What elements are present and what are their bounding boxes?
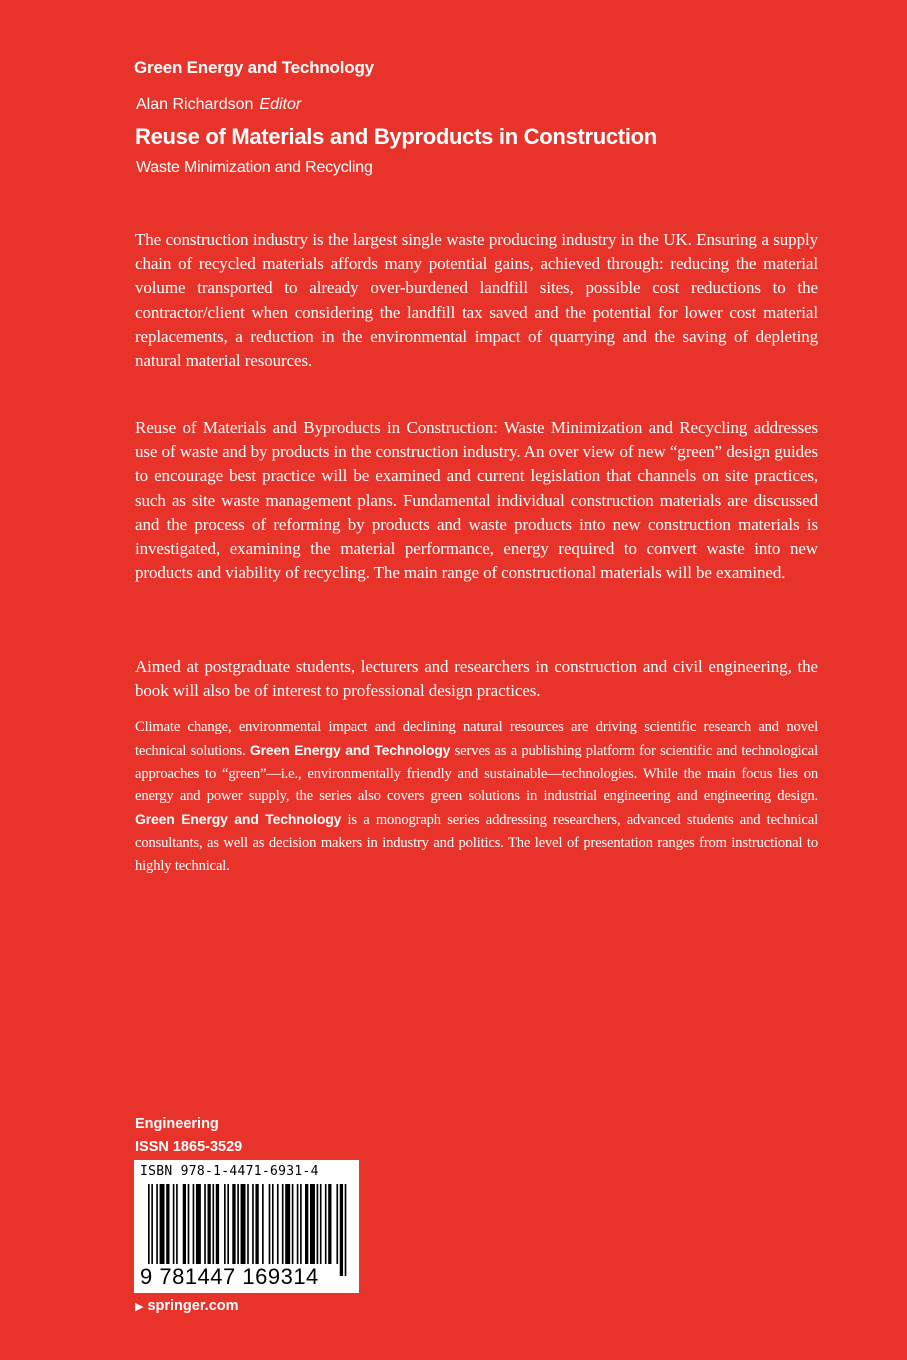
barcode-bar (336, 1184, 338, 1264)
barcode-bar (148, 1184, 150, 1276)
barcode-bar (204, 1184, 206, 1264)
barcode-bar (252, 1184, 254, 1276)
barcode-number: 9 781447 169314 (140, 1264, 319, 1289)
barcode-bar (188, 1184, 190, 1264)
barcode-bar (325, 1184, 327, 1264)
series-blurb-text-2: serves as a publishing platform for scientific and technological approaches to “green”—i.e., environmentally friendly and sustainable—technologies. While the main focus lies on energy and power supply, the series also covers green solutions in industrial engineering and engineering design. (135, 742, 818, 805)
arrow-right-icon: ▶ (135, 1300, 144, 1313)
barcode (134, 1160, 359, 1293)
editor-name: Alan Richardson (136, 96, 254, 113)
series-blurb-text-3: is a monograph series addressing researchers, advanced students and technical consultants, as well as decision makers in industry and politics. The level of presentation ranges from instructional to highly technical. (135, 812, 818, 874)
barcode-bar (305, 1184, 308, 1264)
barcode-bar (241, 1184, 246, 1264)
description-paragraph-3: Aimed at postgraduate students, lecturers and researchers in construction and civil engineering, the book will also be of interest to professional design practices. (135, 657, 818, 701)
barcode-bar (310, 1184, 315, 1264)
barcode-bar (269, 1184, 271, 1264)
series-name-bold-2: Green Energy and Technology (135, 811, 342, 828)
barcode-bar (173, 1184, 175, 1264)
barcode-bar (176, 1184, 178, 1264)
barcode-bar (166, 1184, 169, 1264)
barcode-bar (292, 1184, 294, 1264)
barcode-bar (224, 1184, 226, 1264)
book-title: Reuse of Materials and Byproducts in Construction (135, 124, 657, 149)
editor-line (136, 96, 301, 114)
springer-link-text: springer.com (147, 1298, 239, 1314)
barcode-bar (216, 1184, 219, 1264)
barcode-bar (285, 1184, 290, 1264)
barcode-bar (193, 1184, 195, 1264)
barcode-bar (151, 1184, 153, 1276)
barcode-bar (255, 1184, 258, 1264)
springer-link[interactable] (135, 1298, 239, 1314)
subject-category: Engineering (135, 1116, 219, 1132)
description-paragraph-1: The construction industry is the largest single waste producing industry in the UK. Ensuring a supply chain of recycled materials affords many potential gains, achieved through: reducing the material volume transported to already over-burdened landfill sites, possible cost reductions to the contractor/client when considering the landfill tax saved and the potential for lower cost material replacements, a reduction in the environmental impact of quarrying and the saving of depleting natural material resources. (135, 230, 818, 371)
barcode-bar (345, 1184, 347, 1276)
barcode-bar (297, 1184, 299, 1264)
book-subtitle: Waste Minimization and Recycling (136, 159, 373, 176)
issn: ISSN 1865-3529 (135, 1139, 243, 1155)
isbn-label: ISBN 978-1-4471-6931-4 (140, 1164, 319, 1179)
barcode-bar (272, 1184, 274, 1264)
barcode-bar (282, 1184, 284, 1264)
barcode-bar (317, 1184, 319, 1264)
barcode-bar (320, 1184, 322, 1264)
barcode-bar (183, 1184, 186, 1264)
series-title: Green Energy and Technology (134, 58, 374, 77)
editor-role: Editor (259, 96, 302, 113)
barcode-bar (262, 1184, 264, 1264)
series-blurb (135, 716, 818, 878)
series-blurb-text-1: Climate change, environmental impact and declining natural resources are driving scientific research and novel technical solutions. (135, 719, 818, 759)
barcode-bar (277, 1184, 279, 1264)
barcode-bar (227, 1184, 229, 1264)
barcode-bar (300, 1184, 302, 1264)
description-paragraph-2: Reuse of Materials and Byproducts in Construction: Waste Minimization and Recycling addresses use of waste and by products in the construction industry. An over view of new “green” design guides to encourage best practice will be examined and current legislation that channels on site practices, such as site waste management plans. Fundamental individual construction materials are discussed and the process of reforming by products and waste products into new construction materials is investigated, examining the material performance, energy required to convert waste into new products and viability of recycling. The main range of constructional materials will be examined. (135, 418, 818, 583)
barcode-bar (156, 1184, 158, 1264)
barcode-bar (247, 1184, 249, 1276)
barcode-bar (237, 1184, 239, 1264)
barcode-bar (212, 1184, 214, 1264)
barcode-bar (340, 1184, 343, 1276)
barcode-bar (208, 1184, 211, 1264)
series-name-bold-1: Green Energy and Technology (249, 741, 451, 758)
barcode-bar (232, 1184, 235, 1264)
barcode-bar (328, 1184, 331, 1264)
barcode-bar (160, 1184, 165, 1264)
barcode-bars (148, 1184, 348, 1276)
barcode-bar (196, 1184, 201, 1264)
